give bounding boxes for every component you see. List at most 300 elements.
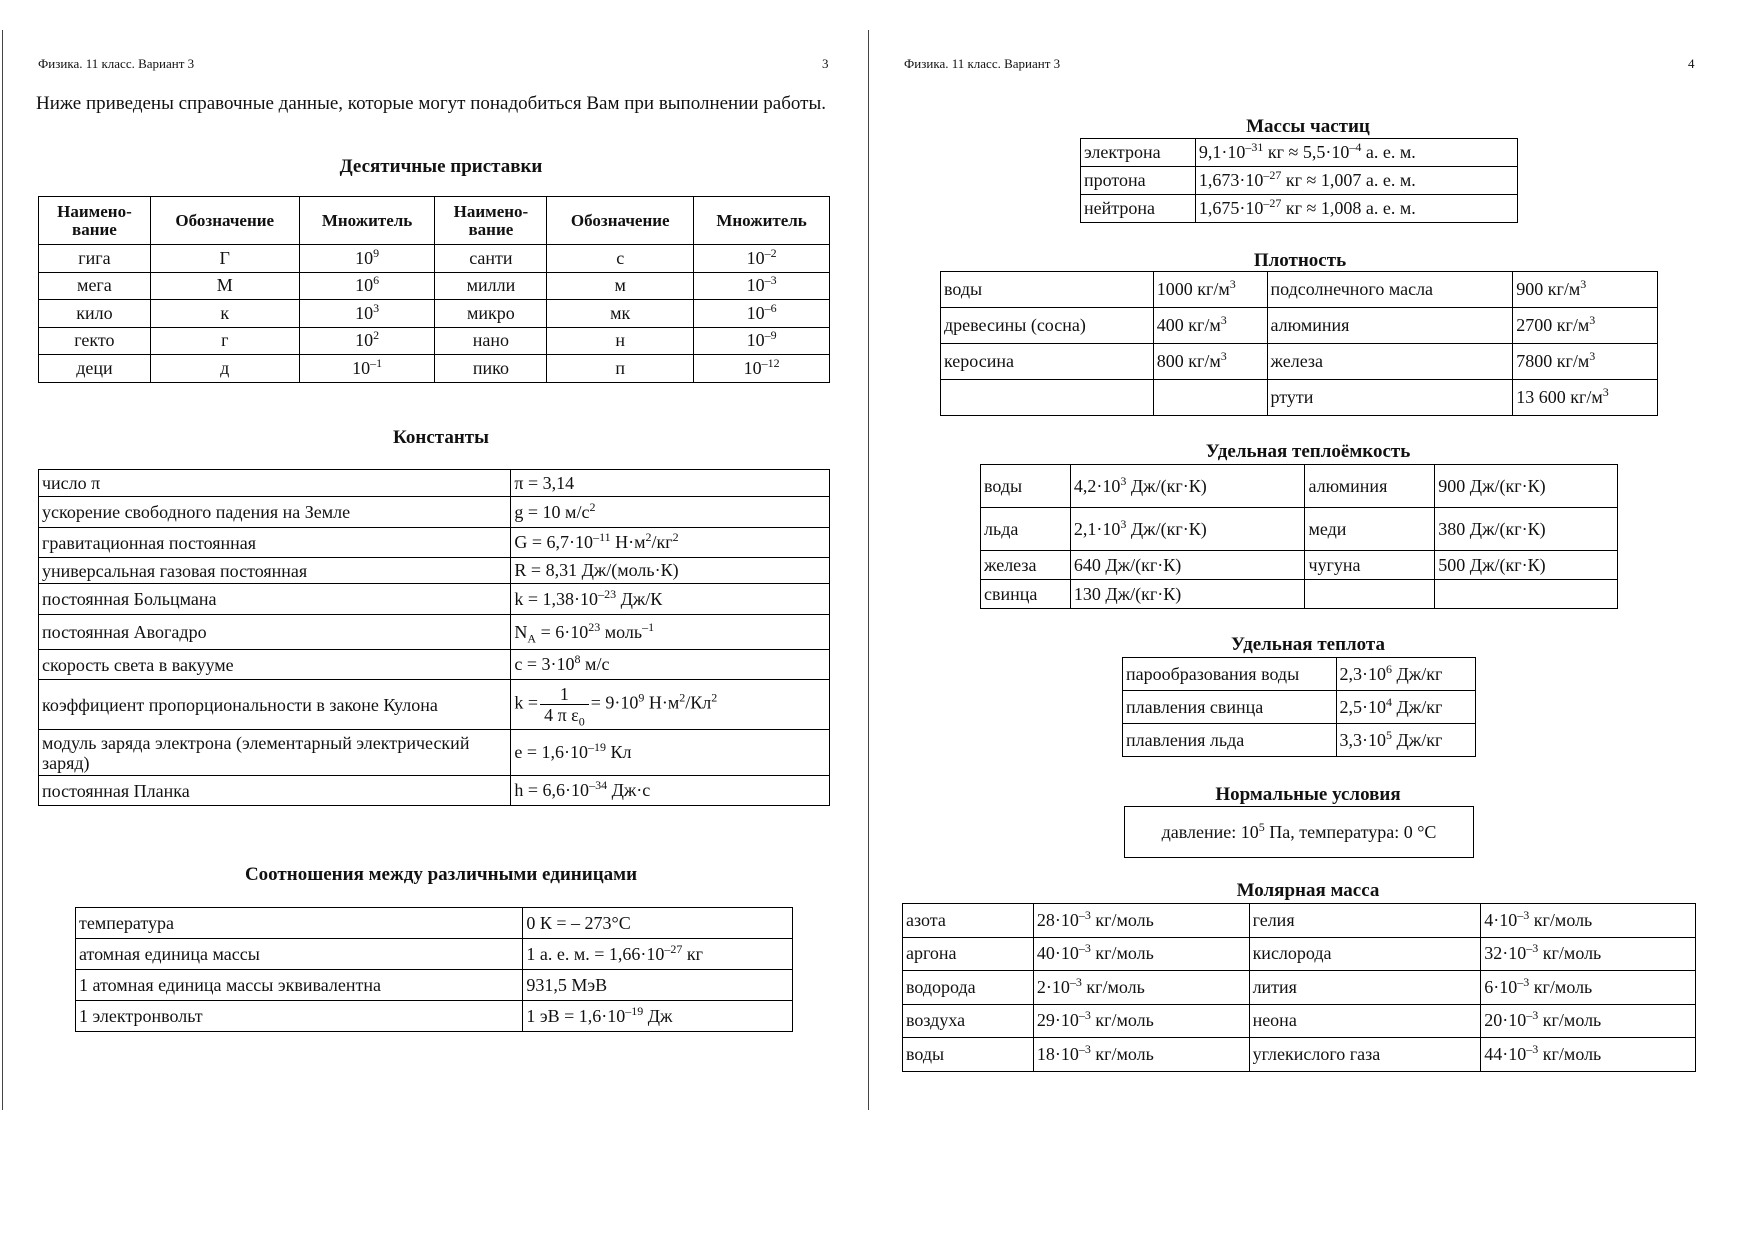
exponent: –19 bbox=[625, 1003, 644, 1018]
exponent: –23 bbox=[598, 586, 617, 601]
section-title-specific-heat: Удельная теплота bbox=[1230, 634, 1386, 655]
text-fragment: 1,675·10 bbox=[1198, 198, 1264, 218]
prefix-name bbox=[435, 355, 547, 383]
unit-value bbox=[523, 1001, 793, 1032]
substance-name bbox=[1267, 308, 1513, 344]
prefix-symbol bbox=[150, 355, 299, 383]
table-row bbox=[903, 937, 1696, 971]
text-fragment: пико bbox=[472, 357, 509, 378]
unit: кг/моль bbox=[1538, 1010, 1602, 1031]
section-title-prefixes: Десятичные приставки bbox=[339, 156, 543, 177]
text-fragment: железа bbox=[1270, 351, 1324, 371]
text-fragment: 10 bbox=[355, 330, 374, 351]
constant-value bbox=[511, 558, 830, 584]
prefix-symbol bbox=[150, 245, 299, 273]
substance-name bbox=[941, 344, 1154, 380]
intro-text: Ниже приведены справочные данные, которые могут понадобиться Вам при выполнении работы. bbox=[36, 93, 826, 114]
fraction-denominator bbox=[540, 705, 589, 729]
table-row bbox=[39, 615, 830, 650]
exponent: 2 bbox=[679, 690, 686, 705]
particle-name bbox=[1081, 139, 1196, 167]
table-row bbox=[39, 245, 830, 273]
exponent: –3 bbox=[1078, 1008, 1091, 1023]
text-fragment: температура bbox=[79, 912, 175, 933]
text-fragment: аргона bbox=[906, 943, 957, 964]
table-row bbox=[39, 272, 830, 300]
table-row bbox=[941, 272, 1658, 308]
text-fragment: неона bbox=[1252, 1010, 1297, 1031]
heat-capacity-value bbox=[1435, 580, 1618, 609]
prefix-symbol bbox=[150, 272, 299, 300]
text-fragment: 800 bbox=[1156, 351, 1184, 371]
molar-mass-value bbox=[1481, 1004, 1696, 1038]
density-value bbox=[1513, 380, 1658, 416]
exponent: –34 bbox=[589, 778, 608, 792]
prefix-name bbox=[39, 300, 151, 328]
exponent: –3 bbox=[1069, 974, 1082, 989]
substance-name bbox=[1249, 904, 1481, 938]
prefix-multiplier bbox=[694, 327, 830, 355]
exponent: –27 bbox=[1263, 196, 1282, 210]
exponent: 4 bbox=[1386, 694, 1392, 709]
text-fragment: чугуна bbox=[1308, 554, 1361, 575]
text-fragment: e = 1,6·10 bbox=[514, 742, 589, 762]
substance-name bbox=[941, 272, 1154, 308]
density-value bbox=[1513, 308, 1658, 344]
text-fragment: модуль заряда электрона (элементарный электрический заряд) bbox=[42, 732, 470, 773]
table-row bbox=[1123, 691, 1476, 724]
text-fragment: 10 bbox=[355, 302, 374, 323]
units-table bbox=[75, 907, 793, 1032]
table-row bbox=[1081, 139, 1518, 167]
heat-capacity-value bbox=[1435, 508, 1618, 551]
table-row bbox=[1081, 167, 1518, 195]
substance-name bbox=[1249, 937, 1481, 971]
table-row bbox=[39, 327, 830, 355]
constant-value bbox=[511, 528, 830, 558]
substance-name bbox=[981, 551, 1071, 580]
specific-heat-value bbox=[1336, 724, 1476, 757]
table-row bbox=[981, 580, 1618, 609]
density-table bbox=[940, 271, 1658, 416]
molar-mass-value bbox=[1033, 937, 1249, 971]
exponent: –1 bbox=[642, 619, 655, 634]
exponent: 2 bbox=[711, 690, 718, 705]
prefix-name bbox=[39, 327, 151, 355]
unit: кг/моль bbox=[1090, 909, 1154, 930]
prefix-multiplier bbox=[694, 245, 830, 273]
exponent: –3 bbox=[1078, 907, 1091, 922]
prefix-symbol bbox=[547, 272, 694, 300]
text-fragment: Дж bbox=[643, 1005, 673, 1026]
text-fragment: c = 3·10 bbox=[514, 654, 575, 674]
exponent: 9 bbox=[373, 245, 380, 260]
exponent: –3 bbox=[1526, 941, 1539, 956]
table-row bbox=[981, 551, 1618, 580]
fraction-numerator: 1 bbox=[540, 684, 589, 705]
substance-name bbox=[1267, 272, 1513, 308]
text-fragment: 400 bbox=[1156, 315, 1184, 335]
substance-name bbox=[981, 465, 1071, 508]
constant-name bbox=[39, 558, 511, 584]
text-fragment: число π bbox=[42, 473, 101, 493]
text-fragment: углекислого газа bbox=[1252, 1043, 1381, 1064]
unit: Дж/кг bbox=[1392, 696, 1443, 717]
text-fragment: 9,1·10 bbox=[1198, 142, 1246, 162]
text-fragment: кг ≈ 5,5·10 bbox=[1263, 142, 1350, 162]
table-row bbox=[76, 1001, 793, 1032]
text-fragment: Дж·с bbox=[607, 780, 651, 800]
prefix-multiplier bbox=[299, 245, 435, 273]
text-fragment: Кл bbox=[606, 742, 632, 762]
heat-capacity-value bbox=[1435, 551, 1618, 580]
process-name bbox=[1123, 724, 1337, 757]
unit-name bbox=[76, 970, 523, 1001]
text-fragment: керосина bbox=[944, 351, 1014, 371]
text-fragment: микро bbox=[467, 302, 515, 323]
text-fragment: м/с bbox=[580, 654, 610, 674]
masses-table bbox=[1080, 138, 1518, 223]
text-fragment: 20·10 bbox=[1484, 1010, 1527, 1031]
prefix-symbol bbox=[547, 245, 694, 273]
text-fragment: 10 bbox=[746, 275, 765, 296]
exponent: –31 bbox=[1245, 140, 1264, 154]
text-fragment: кг ≈ 1,008 а. е. м. bbox=[1281, 198, 1416, 218]
unit: кг/м bbox=[1570, 387, 1603, 407]
unit: Дж/(кг·К) bbox=[1465, 518, 1546, 539]
prefix-symbol bbox=[547, 355, 694, 383]
table-row bbox=[39, 558, 830, 584]
text-fragment: 10 bbox=[355, 275, 374, 296]
unit: кг/м bbox=[1188, 315, 1221, 335]
text-fragment: Н·м bbox=[610, 532, 646, 552]
text-fragment: коэффициент пропорциональности в законе Кулона bbox=[42, 694, 438, 715]
text-fragment: ртути bbox=[1270, 387, 1314, 407]
text-fragment: а. е. м. bbox=[1361, 142, 1416, 162]
exponent: –3 bbox=[764, 273, 777, 288]
text-fragment: льда bbox=[984, 518, 1019, 539]
substance-name bbox=[1305, 465, 1435, 508]
text-fragment: Дж/К bbox=[616, 588, 663, 609]
table-row bbox=[76, 908, 793, 939]
text-fragment: 4·10 bbox=[1484, 909, 1518, 930]
text-fragment: д bbox=[220, 357, 230, 378]
text-fragment: 3,3·10 bbox=[1339, 729, 1386, 750]
text-fragment: 10 bbox=[746, 302, 765, 323]
table-row bbox=[39, 730, 830, 776]
exponent: –11 bbox=[593, 530, 611, 544]
text-fragment: π = 3,14 bbox=[514, 472, 575, 493]
exponent: 5 bbox=[1258, 820, 1265, 834]
substance-name bbox=[1305, 551, 1435, 580]
unit: Дж/(кг·К) bbox=[1126, 475, 1207, 496]
text-fragment: протона bbox=[1084, 170, 1146, 190]
text-fragment: 1 а. е. м. = 1,66·10 bbox=[526, 943, 665, 964]
table-row bbox=[1123, 724, 1476, 757]
particle-name bbox=[1081, 195, 1196, 223]
table-row bbox=[903, 1038, 1696, 1072]
text-fragment: водорода bbox=[906, 976, 976, 997]
constant-name bbox=[39, 730, 511, 776]
text-fragment: 640 bbox=[1073, 554, 1101, 575]
exponent: 8 bbox=[574, 652, 581, 666]
table-row bbox=[39, 680, 830, 730]
page-number: 3 bbox=[822, 56, 829, 71]
unit: кг/моль bbox=[1090, 1010, 1154, 1031]
constant-value bbox=[511, 497, 830, 528]
table-row bbox=[941, 344, 1658, 380]
molar-mass-value bbox=[1481, 971, 1696, 1005]
substance-name bbox=[941, 308, 1154, 344]
constant-value bbox=[511, 776, 830, 806]
exponent: 6 bbox=[1386, 661, 1392, 676]
text-fragment: 1 атомная единица массы эквивалентна bbox=[79, 974, 381, 995]
column-header: Обозначение bbox=[150, 197, 299, 245]
density-value bbox=[1153, 272, 1267, 308]
page-header: Физика. 11 класс. Вариант 3 bbox=[38, 56, 195, 71]
exponent: 3 bbox=[373, 300, 380, 315]
specific-heat-value bbox=[1336, 658, 1476, 691]
table-row bbox=[76, 970, 793, 1001]
prefixes-table bbox=[38, 196, 830, 383]
section-title-normal-conditions: Нормальные условия bbox=[1215, 784, 1401, 805]
text-fragment: меди bbox=[1308, 518, 1347, 539]
table-row bbox=[903, 904, 1696, 938]
exponent: 2 bbox=[672, 530, 679, 544]
section-title-heat-capacity: Удельная теплоёмкость bbox=[1205, 441, 1411, 462]
prefix-name bbox=[39, 355, 151, 383]
text-fragment: атомная единица массы bbox=[79, 943, 260, 964]
text-fragment: 130 bbox=[1073, 583, 1101, 604]
text-fragment: 4,2·10 bbox=[1073, 475, 1121, 496]
text-fragment: воды bbox=[944, 279, 983, 299]
exponent: –9 bbox=[764, 328, 777, 343]
text-fragment: 44·10 bbox=[1484, 1043, 1527, 1064]
table-row bbox=[39, 584, 830, 615]
unit: Дж/(кг·К) bbox=[1465, 475, 1546, 496]
unit-name bbox=[76, 939, 523, 970]
substance-name bbox=[1267, 344, 1513, 380]
text-fragment: воздуха bbox=[906, 1010, 966, 1031]
substance-name bbox=[903, 1038, 1034, 1072]
text-fragment: = 9·10 bbox=[590, 692, 639, 713]
unit-name bbox=[76, 908, 523, 939]
heat-capacity-value bbox=[1070, 551, 1305, 580]
text-fragment: ускорение свободного падения на Земле bbox=[42, 502, 351, 522]
table-row bbox=[39, 497, 830, 528]
unit: кг/моль bbox=[1538, 943, 1602, 964]
exponent: –3 bbox=[1078, 941, 1091, 956]
column-header: Наимено-вание bbox=[39, 197, 151, 245]
specific-heat-table bbox=[1122, 657, 1476, 757]
text-fragment: лития bbox=[1252, 976, 1297, 997]
exponent: –3 bbox=[1526, 1008, 1539, 1023]
exponent: –4 bbox=[1349, 140, 1362, 154]
subscript: 0 bbox=[578, 714, 585, 729]
table-row bbox=[76, 939, 793, 970]
text-fragment: нейтрона bbox=[1084, 198, 1155, 218]
page-divider bbox=[868, 30, 869, 1110]
text-fragment: воды bbox=[984, 475, 1023, 496]
substance-name bbox=[1305, 580, 1435, 609]
text-fragment: 13 600 bbox=[1516, 387, 1566, 407]
constant-value bbox=[511, 730, 830, 776]
text-fragment: 29·10 bbox=[1036, 1010, 1079, 1031]
text-fragment: k = bbox=[514, 692, 539, 713]
constant-value bbox=[511, 680, 830, 730]
prefix-multiplier bbox=[694, 300, 830, 328]
prefix-multiplier bbox=[299, 300, 435, 328]
text-fragment: 10 bbox=[355, 247, 374, 268]
column-header: Обозначение bbox=[547, 197, 694, 245]
constant-value bbox=[511, 650, 830, 680]
text-fragment: мк bbox=[610, 302, 631, 323]
prefix-symbol bbox=[150, 300, 299, 328]
substance-name bbox=[1267, 380, 1513, 416]
density-value bbox=[1153, 308, 1267, 344]
normal-pressure-text: давление: 10 bbox=[1161, 822, 1259, 842]
column-header: Множитель bbox=[694, 197, 830, 245]
text-fragment: Г bbox=[219, 247, 230, 268]
constant-name bbox=[39, 650, 511, 680]
unit: кг/моль bbox=[1538, 1043, 1602, 1064]
substance-name bbox=[903, 1004, 1034, 1038]
molar-mass-value bbox=[1033, 1004, 1249, 1038]
text-fragment: подсолнечного масла bbox=[1270, 279, 1434, 299]
text-fragment: R = 8,31 Дж/(моль·К) bbox=[514, 560, 679, 580]
text-fragment: парообразования воды bbox=[1126, 663, 1300, 684]
substance-name bbox=[903, 971, 1034, 1005]
text-fragment: /Кл bbox=[685, 692, 712, 713]
text-fragment: 0 К = – 273°С bbox=[526, 912, 631, 933]
heat-capacity-value bbox=[1070, 508, 1305, 551]
section-title-molar-mass: Молярная масса bbox=[1236, 880, 1380, 901]
heat-capacity-value bbox=[1435, 465, 1618, 508]
exponent: 3 bbox=[1589, 313, 1596, 327]
exponent: –3 bbox=[1078, 1041, 1091, 1056]
text-fragment: 18·10 bbox=[1036, 1043, 1079, 1064]
exponent: 5 bbox=[1386, 727, 1392, 742]
text-fragment: 900 bbox=[1438, 475, 1466, 496]
prefix-name bbox=[435, 245, 547, 273]
molar-mass-value bbox=[1481, 904, 1696, 938]
page-header: Физика. 11 класс. Вариант 3 bbox=[904, 56, 1061, 71]
text-fragment: кг bbox=[682, 943, 704, 964]
constant-name bbox=[39, 615, 511, 650]
subscript: А bbox=[527, 631, 537, 646]
table-row bbox=[39, 300, 830, 328]
constant-value bbox=[511, 615, 830, 650]
unit: Дж/(кг·К) bbox=[1126, 518, 1207, 539]
text-fragment: гравитационная постоянная bbox=[42, 532, 257, 553]
text-fragment: 40·10 bbox=[1036, 943, 1079, 964]
prefix-name bbox=[39, 245, 151, 273]
prefix-multiplier bbox=[694, 355, 830, 383]
unit: Дж/(кг·К) bbox=[1100, 583, 1182, 604]
text-fragment: 10 bbox=[352, 357, 371, 378]
exponent: 23 bbox=[588, 619, 601, 634]
exponent: –3 bbox=[1526, 1041, 1539, 1056]
exponent: –27 bbox=[664, 941, 683, 956]
text-fragment: алюминия bbox=[1270, 315, 1350, 335]
constant-name bbox=[39, 776, 511, 806]
density-value bbox=[1513, 344, 1658, 380]
text-fragment: 10 bbox=[743, 357, 762, 378]
text-fragment: 2,5·10 bbox=[1339, 696, 1386, 717]
text-fragment: скорость света в вакууме bbox=[42, 654, 234, 675]
table-row bbox=[981, 465, 1618, 508]
text-fragment: 931,5 МэВ bbox=[526, 974, 608, 995]
text-fragment: 1 электронвольт bbox=[79, 1005, 203, 1026]
text-fragment: постоянная Больцмана bbox=[42, 589, 217, 609]
unit: кг/моль bbox=[1090, 943, 1154, 964]
substance-name bbox=[903, 937, 1034, 971]
substance-name bbox=[1249, 1038, 1481, 1072]
exponent: 2 bbox=[373, 328, 380, 343]
unit: Дж/(кг·К) bbox=[1100, 554, 1182, 575]
table-row bbox=[981, 508, 1618, 551]
text-fragment: G = 6,7·10 bbox=[514, 532, 594, 552]
prefix-symbol bbox=[150, 327, 299, 355]
molar-mass-table bbox=[902, 903, 1696, 1072]
section-title-constants: Константы bbox=[393, 427, 489, 448]
constant-value bbox=[511, 584, 830, 615]
density-value bbox=[1153, 344, 1267, 380]
text-fragment: 1 эВ = 1,6·10 bbox=[526, 1005, 626, 1026]
text-fragment: 10 bbox=[746, 247, 765, 268]
process-name bbox=[1123, 691, 1337, 724]
specific-heat-value bbox=[1336, 691, 1476, 724]
table-row bbox=[903, 971, 1696, 1005]
section-title-masses: Массы частиц bbox=[1246, 116, 1370, 137]
text-fragment: гига bbox=[78, 247, 111, 268]
exponent: –2 bbox=[764, 245, 777, 260]
text-fragment: h = 6,6·10 bbox=[514, 780, 590, 800]
text-fragment: санти bbox=[469, 247, 513, 268]
constants-table bbox=[38, 469, 830, 806]
text-fragment: плавления льда bbox=[1126, 729, 1245, 750]
text-fragment: гелия bbox=[1252, 909, 1295, 930]
text-fragment: 32·10 bbox=[1484, 943, 1527, 964]
unit-value bbox=[523, 939, 793, 970]
text-fragment: 1000 bbox=[1156, 279, 1193, 299]
exponent: –12 bbox=[761, 355, 780, 370]
constant-name bbox=[39, 497, 511, 528]
text-fragment: азота bbox=[906, 909, 946, 930]
exponent: 3 bbox=[1120, 516, 1127, 531]
prefix-multiplier bbox=[299, 327, 435, 355]
exponent: –6 bbox=[764, 300, 777, 315]
substance-name bbox=[941, 380, 1154, 416]
exponent: 3 bbox=[1580, 277, 1587, 291]
text-fragment: 2,3·10 bbox=[1339, 663, 1386, 684]
column-header: Множитель bbox=[299, 197, 435, 245]
text-fragment: г bbox=[221, 330, 229, 351]
text-fragment: мега bbox=[77, 275, 112, 296]
prefix-multiplier bbox=[694, 272, 830, 300]
text-fragment: 4 π ε bbox=[544, 705, 579, 725]
table-row bbox=[39, 528, 830, 558]
exponent: 2 bbox=[645, 530, 652, 544]
text-fragment: железа bbox=[984, 554, 1037, 575]
text-fragment: М bbox=[216, 275, 233, 296]
unit: кг/м bbox=[1547, 279, 1581, 299]
constant-name bbox=[39, 528, 511, 558]
prefix-symbol bbox=[547, 327, 694, 355]
prefix-name bbox=[435, 300, 547, 328]
unit: Дж/кг bbox=[1392, 663, 1443, 684]
text-fragment: 7800 bbox=[1516, 351, 1553, 371]
